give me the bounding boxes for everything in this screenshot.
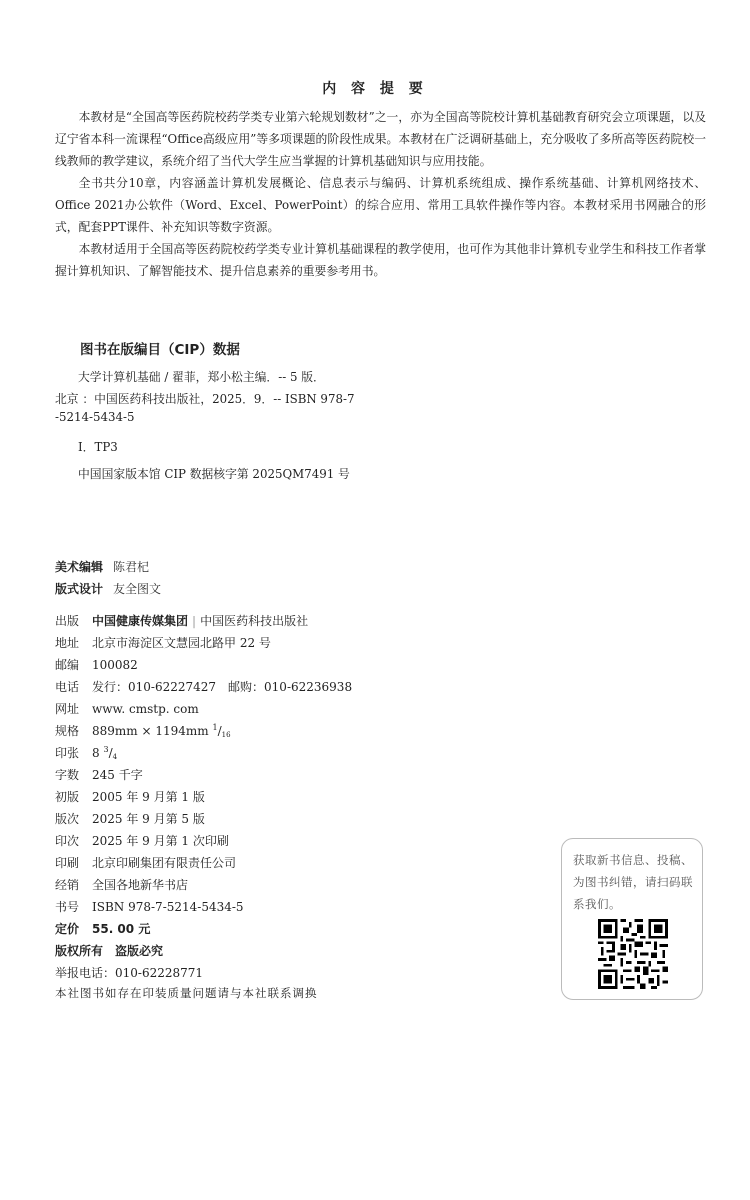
credit-label: 版式设计 [55, 582, 104, 596]
cip-line: 北京 ：中国医药科技出版社，2025．9．-- ISBN 978-7 [55, 392, 355, 406]
pub-row-postcode [55, 656, 138, 676]
pub-row-price [55, 920, 150, 940]
pub-label: 网址 [55, 702, 80, 716]
fraction-denominator: 4 [112, 753, 118, 761]
credit-label: 美术编辑 [55, 560, 104, 574]
cip-line: 中国国家版本馆 CIP 数据核字第 2025QM7491 号 [78, 467, 350, 481]
pub-label: 印次 [55, 834, 80, 848]
cip-line: -5214-5434-5 [55, 410, 135, 424]
qr-box [561, 838, 703, 1000]
report-phone: 举报电话：010-62228771 [55, 966, 204, 980]
credit-layout-design [55, 580, 161, 597]
pub-label: 字数 [55, 768, 80, 782]
pub-row-first-edition [55, 788, 205, 808]
pub-value: 245 千字 [92, 768, 143, 782]
publisher-group: 中国健康传媒集团 [92, 614, 189, 628]
pub-value: 北京市海淀区文慧园北路甲 22 号 [92, 636, 271, 650]
pub-value: 全国各地新华书店 [92, 878, 189, 892]
fraction-numerator: 3 [103, 745, 109, 754]
pub-label: 印张 [55, 746, 80, 760]
pub-value: 8 [92, 746, 100, 760]
summary-paragraph: 本教材适用于全国高等医药院校药学类专业计算机基础课程的教学使用，也可作为其他非计算机专业学生和科技工作者掌握计算机知识、了解智能技术、提升信息素养的重要参考用书。 [55, 242, 706, 278]
pub-row-address [55, 634, 271, 654]
pub-value: 北京印刷集团有限责任公司 [92, 856, 237, 870]
pub-row-size: 规格 889mm × 1194mm $^1$/16 [55, 723, 231, 739]
pub-row-report [55, 964, 203, 984]
pub-label: 初版 [55, 790, 80, 804]
pub-value: ISBN 978-7-5214-5434-5 [92, 900, 244, 914]
pub-row-phone [55, 678, 352, 698]
pub-row-words [55, 766, 143, 786]
pub-row-printer [55, 854, 236, 874]
quality-notice: 本社图书如存在印装质量问题请与本社联系调换 [55, 986, 318, 1000]
fraction-numerator: 1 [212, 723, 218, 732]
pub-value: 2005 年 9 月第 1 版 [92, 790, 205, 804]
cip-line: Ⅰ．TP3 [78, 440, 118, 454]
rights-text: 盗版必究 [115, 944, 164, 958]
pub-value: 发行：010-62227427 邮购：010-62236938 [92, 680, 353, 694]
pub-value: 2025 年 9 月第 5 版 [92, 812, 205, 826]
pub-row-printing [55, 832, 229, 852]
pub-row-sheets: 印张 8 $^3$/4 [55, 745, 118, 761]
pub-value: 55. 00 元 [92, 922, 151, 936]
credit-value: 陈君杞 [113, 560, 150, 574]
cip-title: 图书在版编目（CIP）数据 [80, 342, 240, 358]
summary-paragraph: 全书共分10章，内容涵盖计算机发展概论、信息表示与编码、计算机系统组成、操作系统基础、计算机网络技术、Office 2021办公软件（Word、Excel、PowerPoint）的综合应用、常用工具软件操作等内容。本教材采用书网融合的形式，配套PPT课件、补充知识等数字资源。 [55, 176, 706, 234]
publisher-name: 中国医药科技出版社 [200, 614, 309, 628]
pub-value: 889mm × 1194mm [92, 724, 209, 738]
pub-label: 地址 [55, 636, 80, 650]
pub-label: 印刷 [55, 856, 80, 870]
fraction-denominator: 16 [221, 731, 231, 739]
pub-row-distributor [55, 876, 188, 896]
pub-value: 2025 年 9 月第 1 次印刷 [92, 834, 229, 848]
credit-art-editor [55, 558, 149, 575]
summary-body [55, 106, 706, 282]
pub-row-isbn [55, 898, 244, 918]
qr-text: 获取新书信息、投稿、为图书纠错，请扫码联系我们。 [573, 853, 693, 911]
pub-label: 邮编 [55, 658, 80, 672]
pub-value: 100082 [92, 658, 138, 672]
pub-label: 电话 [55, 680, 80, 694]
qr-code-icon[interactable] [598, 919, 668, 989]
pub-row-rights [55, 942, 163, 962]
pub-row-website [55, 700, 199, 720]
pub-label: 规格 [55, 724, 80, 738]
pub-row-publisher: 出版 中国健康传媒集团 | 中国医药科技出版社 [55, 614, 309, 628]
pub-label: 出版 [55, 614, 80, 628]
pub-label: 经销 [55, 878, 80, 892]
pub-value: www. cmstp. com [92, 702, 199, 716]
cip-line: 大学计算机基础 / 翟菲，郑小松主编．-- 5 版． [78, 370, 325, 384]
summary-title: 内 容 提 要 [322, 81, 428, 97]
pub-row-edition [55, 810, 205, 830]
rights-text: 版权所有 [55, 944, 104, 958]
pub-label: 定价 [55, 922, 80, 936]
pub-label: 版次 [55, 812, 80, 826]
summary-paragraph: 本教材是“全国高等医药院校药学类专业第六轮规划数材”之一，亦为全国高等院校计算机基础教育研究会立项课题，以及辽宁省本科一流课程“Office高级应用”等多项课题的阶段性成果。本教材在广泛调研基础上，充分吸收了多所高等医药院校一线教师的教学建议，系统介绍了当代大学生应当掌握的计算机基础知识与应用技能。 [55, 110, 706, 168]
credit-value: 友全图文 [113, 582, 162, 596]
pub-label: 书号 [55, 900, 80, 914]
